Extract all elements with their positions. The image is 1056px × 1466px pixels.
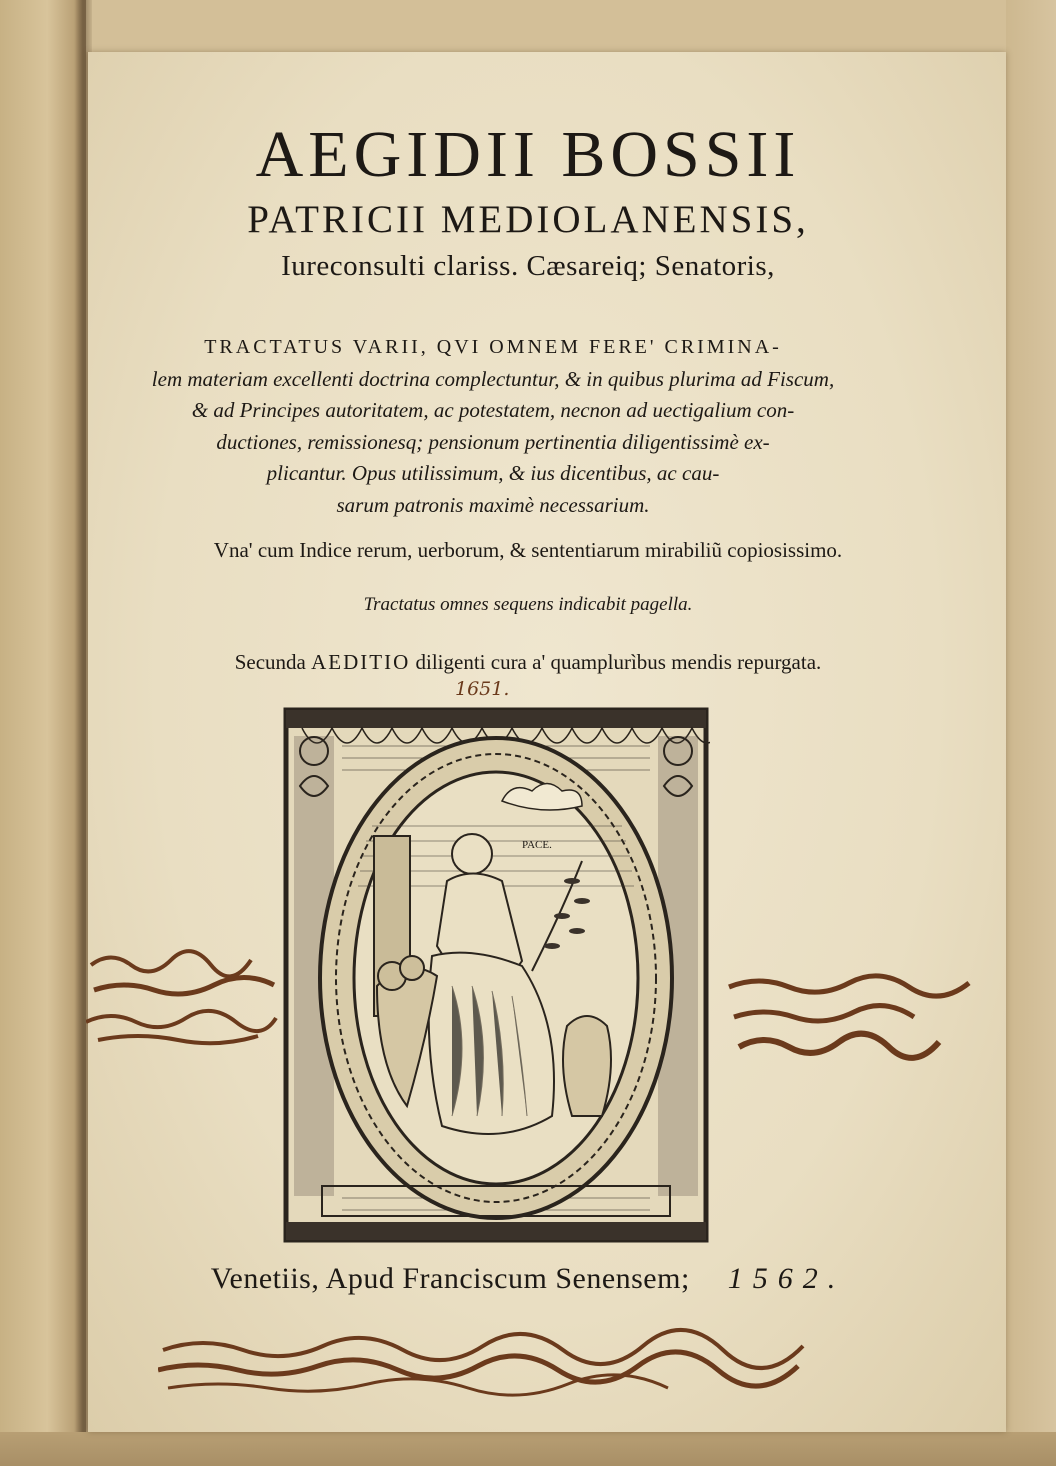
imprint-year: 1562.	[727, 1262, 846, 1295]
tractatus-block	[108, 332, 878, 521]
woodcut-label: PACE.	[522, 839, 552, 851]
edition-aeditio: AEDITIO	[311, 650, 411, 674]
sequens-line: Tractatus omnes sequens indicabit pagella.	[363, 594, 693, 615]
tractatus-caps-line: TRACTATUS VARII, QVI OMNEM FERE' CRIMINA-	[204, 336, 782, 358]
edition-prefix: Secunda	[234, 650, 306, 674]
woodcut-pace-device	[282, 706, 710, 1244]
crossed-out-inscription-bottom	[158, 1320, 838, 1410]
jurist-line: Iureconsulti clariss. Cæsareiq; Senatoris,	[281, 250, 775, 282]
tractatus-line: plicantur. Opus utilissimum, & ius dicentibus, ac cau-	[266, 461, 720, 485]
tractatus-line: sarum patronis maximè necessarium.	[336, 492, 650, 517]
tractatus-line: lem materiam excellenti doctrina complectuntur, & in quibus plurima ad Fiscum,	[151, 366, 835, 391]
background-bottom	[0, 1432, 1056, 1466]
imprint-line	[0, 1262, 1056, 1296]
tractatus-line: & ad Principes autoritatem, ac potestatem, necnon ad uectigalium con-	[191, 398, 795, 422]
imprint-place: Venetiis, Apud Franciscum Senensem;	[210, 1262, 690, 1295]
handwritten-year: 1651.	[455, 678, 510, 700]
background-top	[86, 0, 1056, 52]
crossed-out-inscription-left	[86, 930, 286, 1050]
patrician-line: PATRICII MEDIOLANENSIS,	[247, 198, 809, 241]
edition-suffix: diligenti cura a' quamplurìbus mendis repurgata.	[415, 650, 822, 674]
author-title: AEGIDII BOSSII	[255, 118, 801, 191]
index-line: Vna' cum Indice rerum, uerborum, & sententiarum mirabiliũ copiosissimo.	[213, 538, 843, 562]
tractatus-line: ductiones, remissionesq; pensionum pertinentia diligentissimè ex-	[216, 429, 770, 454]
edition-line	[0, 650, 1056, 675]
crossed-out-inscription-right	[724, 962, 984, 1072]
